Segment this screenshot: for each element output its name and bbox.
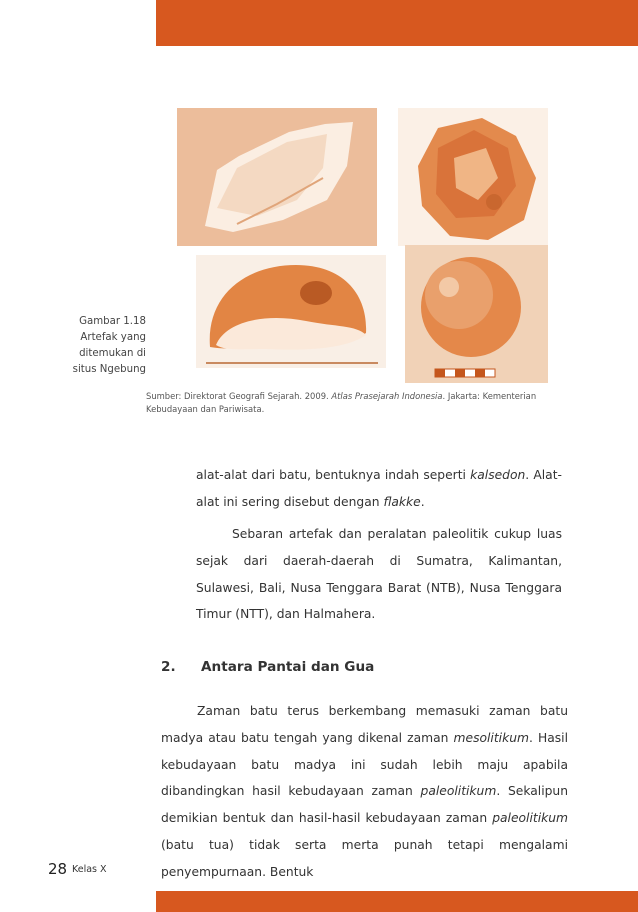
page-number: 28 <box>48 860 68 878</box>
source-title: Atlas Prasejarah Indonesia <box>331 391 443 401</box>
paragraph-italic: paleolitikum <box>420 784 497 799</box>
source-prefix: Sumber: Direktorat Geografi Sejarah. 2009. <box>146 391 332 401</box>
rough-stone-image <box>398 108 548 246</box>
footer-label: Kelas X <box>72 864 107 875</box>
paragraph-mesolithic <box>161 698 568 886</box>
paragraph-flake <box>196 462 562 516</box>
paragraph-text: . Alat-alat ini sering disebut dengan <box>196 468 562 509</box>
paragraph-text: (batu tua) tidak serta merta punah tetapi mengalami penyempurnaan. Bentuk <box>161 837 568 879</box>
chopper-tool-image <box>196 255 386 368</box>
paragraph-text: . Sekalipun demikian bentuk dan hasil-hasil kebudayaan zaman <box>161 784 568 826</box>
artifact-photo-3 <box>196 255 386 368</box>
paragraph-text: . <box>420 494 425 509</box>
paragraph-distribution: Sebaran artefak dan peralatan paleolitik cukup luas sejak dari daerah-daerah di Sumatra, Kalimantan, Sulawesi, Bali, Nusa Tenggara Barat (NTB), Nusa Tenggara Timur (NTT), dan Halmahera. <box>196 527 562 622</box>
paragraph-text: . Hasil kebudayaan batu madya ini sudah lebih maju apabila dibandingkan hasil kebudayaan zaman <box>161 730 568 799</box>
section-number: 2. <box>161 659 176 675</box>
artifact-photo-4 <box>405 245 548 383</box>
caption-line-3: ditemukan di <box>79 348 146 359</box>
figure-caption <box>60 314 146 378</box>
paragraph-italic: paleolitikum <box>492 811 568 826</box>
paragraph-italic: flakke <box>383 494 421 509</box>
stone-flake-image <box>177 108 377 246</box>
source-suffix: . Jakarta: Kementerian Kebudayaan dan Pariwisata. <box>146 391 537 414</box>
header-bar <box>156 0 638 46</box>
figure-source <box>146 390 574 416</box>
stone-ball-image <box>405 245 548 383</box>
caption-line-4: situs Ngebung <box>72 364 146 375</box>
section-heading <box>161 659 374 675</box>
paragraph-text: Zaman batu terus berkembang memasuki zaman batu madya atau batu tengah yang dikenal zaman <box>161 704 568 745</box>
section-title: Antara Pantai dan Gua <box>201 659 375 675</box>
artifact-photo-2 <box>398 108 548 246</box>
paragraph-text: alat-alat dari batu, bentuknya indah seperti <box>196 468 471 482</box>
paragraph-italic: mesolitikum <box>453 730 529 745</box>
artifact-photo-1 <box>177 108 377 246</box>
caption-line-1: Gambar 1.18 <box>79 316 146 327</box>
footer-bar <box>156 891 638 912</box>
paragraph-italic: kalsedon <box>470 468 526 482</box>
caption-line-2: Artefak yang <box>80 332 146 343</box>
